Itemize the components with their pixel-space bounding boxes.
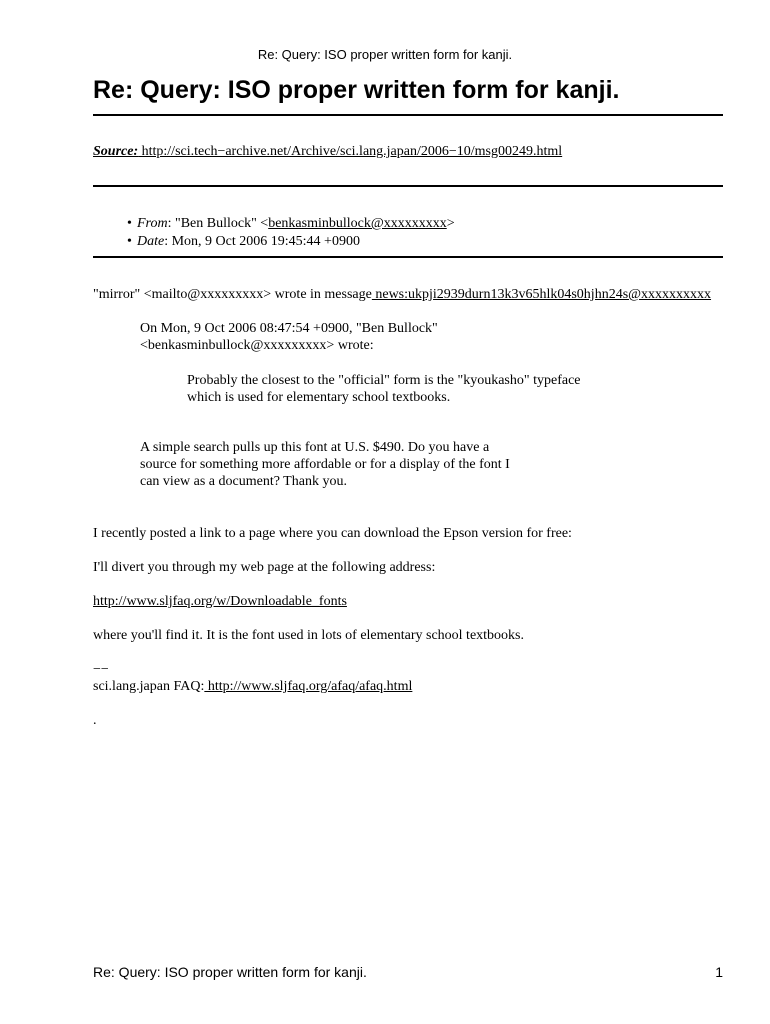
date-label: Date: [137, 234, 165, 249]
quote-line: <benkasminbullock@xxxxxxxxx> wrote:: [140, 338, 374, 353]
meta-from: [127, 215, 455, 233]
from-email-link[interactable]: benkasminbullock@xxxxxxxxx: [268, 216, 447, 231]
from-label: From: [137, 216, 168, 231]
date-value: : Mon, 9 Oct 2006 19:45:44 +0900: [164, 234, 360, 249]
source-label: Source:: [93, 144, 139, 159]
bullet-icon: •: [127, 234, 132, 249]
trailing-dot: .: [93, 713, 97, 728]
bullet-icon: •: [127, 216, 132, 231]
page-number: 1: [715, 964, 723, 980]
source-line: [93, 144, 562, 160]
quote-line: A simple search pulls up this font at U.S. $490. Do you have a: [140, 440, 490, 455]
signature-line: [93, 678, 412, 695]
quote-line: On Mon, 9 Oct 2006 08:47:54 +0900, "Ben Bullock": [140, 321, 438, 336]
divider: [93, 185, 723, 187]
quote-level-2: [187, 372, 581, 406]
downloadable-fonts-link[interactable]: http://www.sljfaq.org/w/Downloadable_fonts: [93, 594, 347, 609]
page-title: Re: Query: ISO proper written form for kanji.: [93, 76, 620, 104]
attribution-line: [93, 286, 711, 303]
message-meta: [127, 215, 455, 251]
reply-link-line: [93, 593, 347, 610]
faq-link[interactable]: http://www.sljfaq.org/afaq/afaq.html: [204, 679, 413, 694]
meta-date: [127, 233, 455, 251]
divider: [93, 256, 723, 258]
source-link[interactable]: http://sci.tech−archive.net/Archive/sci.lang.japan/2006−10/msg00249.html: [138, 144, 563, 159]
footer-title: Re: Query: ISO proper written form for kanji.: [93, 964, 367, 980]
quote-level-1b: [140, 439, 510, 490]
signature-text: sci.lang.japan FAQ:: [93, 679, 205, 694]
quote-line: can view as a document? Thank you.: [140, 474, 347, 489]
reply-paragraph: I recently posted a link to a page where you can download the Epson version for free:: [93, 526, 572, 541]
reply-paragraph: where you'll find it. It is the font used in lots of elementary school textbooks.: [93, 628, 524, 643]
signature: [93, 661, 412, 695]
quote-line: Probably the closest to the "official" form is the "kyoukasho" typeface: [187, 373, 581, 388]
reply-paragraph: I'll divert you through my web page at the following address:: [93, 560, 436, 575]
attribution-text: "mirror" <mailto@xxxxxxxxx> wrote in message: [93, 287, 372, 302]
from-close: >: [446, 216, 455, 231]
quote-line: which is used for elementary school textbooks.: [187, 390, 451, 405]
message-id-link[interactable]: news:ukpji2939durn13k3v65hlk04s0hjhn24s@xxxxxxxxxx: [371, 287, 712, 302]
running-header: Re: Query: ISO proper written form for kanji.: [257, 47, 513, 62]
divider: [93, 114, 723, 116]
quote-level-1: [140, 320, 438, 354]
signature-dash: −−: [93, 662, 109, 677]
from-name: : "Ben Bullock" <: [167, 216, 269, 231]
quote-line: source for something more affordable or for a display of the font I: [140, 457, 510, 472]
